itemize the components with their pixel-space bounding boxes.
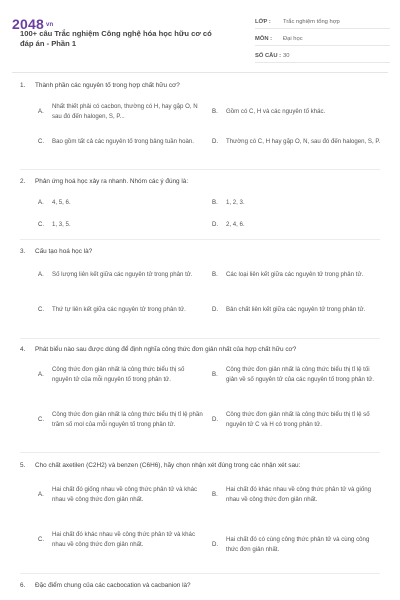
option-text: Bao gồm tất cả các nguyên tố trong bảng tuần hoàn. xyxy=(52,138,194,145)
document-title: 100+ câu Trắc nghiệm Công nghệ hóa học hữu cơ có đáp án - Phần 1 xyxy=(20,29,212,48)
option-2a[interactable] xyxy=(38,198,203,208)
option-5a[interactable] xyxy=(38,485,203,505)
option-2c[interactable] xyxy=(38,220,203,230)
question-stem xyxy=(20,178,380,185)
option-text: 1, 2, 3. xyxy=(226,199,245,206)
meta-label: LỚP : xyxy=(255,18,271,25)
option-1a[interactable] xyxy=(38,102,203,122)
question-number: 1. xyxy=(20,82,26,89)
question-number: 2. xyxy=(20,178,26,185)
option-2d[interactable] xyxy=(212,220,382,230)
option-text: Công thức đơn giản nhất là công thức biểu thị tỉ lệ tối giản về số nguyên tử của các nguyên tố trong phân tử. xyxy=(226,366,375,383)
question-stem xyxy=(20,248,380,255)
question-text: Phản ứng hoá học xảy ra nhanh. Nhóm các ý đúng là: xyxy=(35,178,189,185)
option-text: Hai chất đó giống nhau về công thức phân tử và khác nhau về công thức đơn giản nhất. xyxy=(52,486,198,503)
question-text: Thành phần các nguyên tố trong hợp chất hữu cơ? xyxy=(35,82,180,89)
meta-value: 30 xyxy=(283,52,290,59)
option-text: Công thức đơn giản nhất là công thức biểu thị tỉ lệ số nguyên tử C và H có trong phân tử. xyxy=(226,411,370,428)
option-letter: B. xyxy=(212,371,218,378)
option-text: 2, 4, 6. xyxy=(226,221,245,228)
option-text: Công thức đơn giản nhất là công thức biểu thị tỉ lệ phần trăm số mol của mỗi nguyên tố trong phân tử. xyxy=(52,411,203,428)
meta-value: Đại học xyxy=(283,35,303,42)
question-4 xyxy=(20,346,380,353)
option-5d[interactable] xyxy=(212,535,382,555)
option-letter: D. xyxy=(212,138,219,145)
question-5 xyxy=(20,462,380,469)
option-text: Thường có C, H hay gặp O, N, sau đó đến halogen, S, P. xyxy=(226,138,381,145)
option-letter: B. xyxy=(212,199,218,206)
question-6 xyxy=(20,582,380,589)
option-letter: D. xyxy=(212,541,219,548)
divider xyxy=(20,338,380,339)
option-text: Hai chất đó có cùng công thức phân tử và cùng công thức đơn giản nhất. xyxy=(226,536,370,553)
option-letter: A. xyxy=(38,199,44,206)
option-4c[interactable] xyxy=(38,410,203,430)
option-4d[interactable] xyxy=(212,410,382,430)
option-text: 1, 3, 5. xyxy=(52,221,71,228)
question-text: Đặc điểm chung của các cacbocation và cacbanion là? xyxy=(35,582,191,589)
meta-row-subject xyxy=(255,32,390,46)
divider xyxy=(20,239,380,240)
option-text: Hai chất đó khác nhau về công thức phân tử và khác nhau về công thức đơn giản nhất. xyxy=(52,531,195,548)
divider xyxy=(20,573,380,574)
divider xyxy=(20,169,380,170)
logo-text: 2048 xyxy=(12,16,44,32)
option-1c[interactable] xyxy=(38,137,203,147)
option-letter: A. xyxy=(38,491,44,498)
option-text: Các loại liên kết giữa các nguyên tử trong phân tử. xyxy=(226,271,364,278)
option-text: Số lượng liên kết giữa các nguyên tử trong phân tử. xyxy=(52,271,193,278)
option-5b[interactable] xyxy=(212,485,382,505)
option-text: Công thức đơn giản nhất là công thức biểu thị số nguyên tử của mỗi nguyên tố trong phân tử. xyxy=(52,366,185,383)
question-text: Phát biểu nào sau được dùng để định nghĩa công thức đơn giản nhất của hợp chất hữu cơ? xyxy=(35,346,297,353)
question-number: 4. xyxy=(20,346,26,353)
option-3d[interactable] xyxy=(212,305,382,315)
option-4a[interactable] xyxy=(38,365,203,385)
question-1 xyxy=(20,82,380,89)
option-letter: D. xyxy=(212,416,219,423)
option-letter: D. xyxy=(212,306,219,313)
question-number: 5. xyxy=(20,462,26,469)
question-number: 3. xyxy=(20,248,26,255)
option-1b[interactable] xyxy=(212,107,382,117)
option-text: Hai chất đó khác nhau về công thức phân tử và giống nhau về công thức đơn giản nhất. xyxy=(226,486,372,503)
question-stem xyxy=(20,346,380,353)
question-stem xyxy=(20,462,380,469)
question-stem xyxy=(20,582,380,589)
question-stem xyxy=(20,82,380,89)
option-letter: A. xyxy=(38,271,44,278)
question-2 xyxy=(20,178,380,185)
question-text: Cho chất axetilen (C2H2) và benzen (C6H6), hãy chọn nhận xét đúng trong các nhận xét sau: xyxy=(35,462,301,469)
option-text: Thứ tự liên kết giữa các nguyên tử trong phân tử. xyxy=(52,306,186,313)
option-letter: D. xyxy=(212,221,219,228)
option-3c[interactable] xyxy=(38,305,203,315)
logo-suffix: vn xyxy=(45,22,54,29)
option-letter: B. xyxy=(212,108,218,115)
option-letter: C. xyxy=(38,416,45,423)
option-text: 4, 5, 6. xyxy=(52,199,71,206)
option-letter: C. xyxy=(38,221,45,228)
meta-value: Trắc nghiệm tổng hợp xyxy=(283,18,340,25)
option-letter: B. xyxy=(212,271,218,278)
divider xyxy=(20,452,380,453)
document-meta xyxy=(255,15,390,63)
option-letter: C. xyxy=(38,138,45,145)
option-4b[interactable] xyxy=(212,365,382,385)
question-text: Cấu tạo hoá học là? xyxy=(35,248,93,255)
option-letter: C. xyxy=(38,306,45,313)
option-5c[interactable] xyxy=(38,530,203,550)
option-letter: C. xyxy=(38,536,45,543)
option-3b[interactable] xyxy=(212,270,382,280)
meta-row-count xyxy=(255,49,390,63)
option-text: Bản chất liên kết giữa các nguyên tử trong phân tử. xyxy=(226,306,366,313)
question-3 xyxy=(20,248,380,255)
option-letter: B. xyxy=(212,491,218,498)
option-letter: A. xyxy=(38,108,44,115)
meta-row-class xyxy=(255,15,390,29)
meta-label: MÔN : xyxy=(255,35,273,42)
option-text: Gồm có C, H và các nguyên tố khác. xyxy=(226,108,326,115)
option-2b[interactable] xyxy=(212,198,382,208)
meta-label: SỐ CÂU : xyxy=(255,52,282,59)
question-number: 6. xyxy=(20,582,26,589)
option-text: Nhất thiết phải có cacbon, thường có H, hay gặp O, N sau đó đến halogen, S, P... xyxy=(52,103,198,120)
option-3a[interactable] xyxy=(38,270,203,280)
option-letter: A. xyxy=(38,371,44,378)
option-1d[interactable] xyxy=(212,137,382,147)
